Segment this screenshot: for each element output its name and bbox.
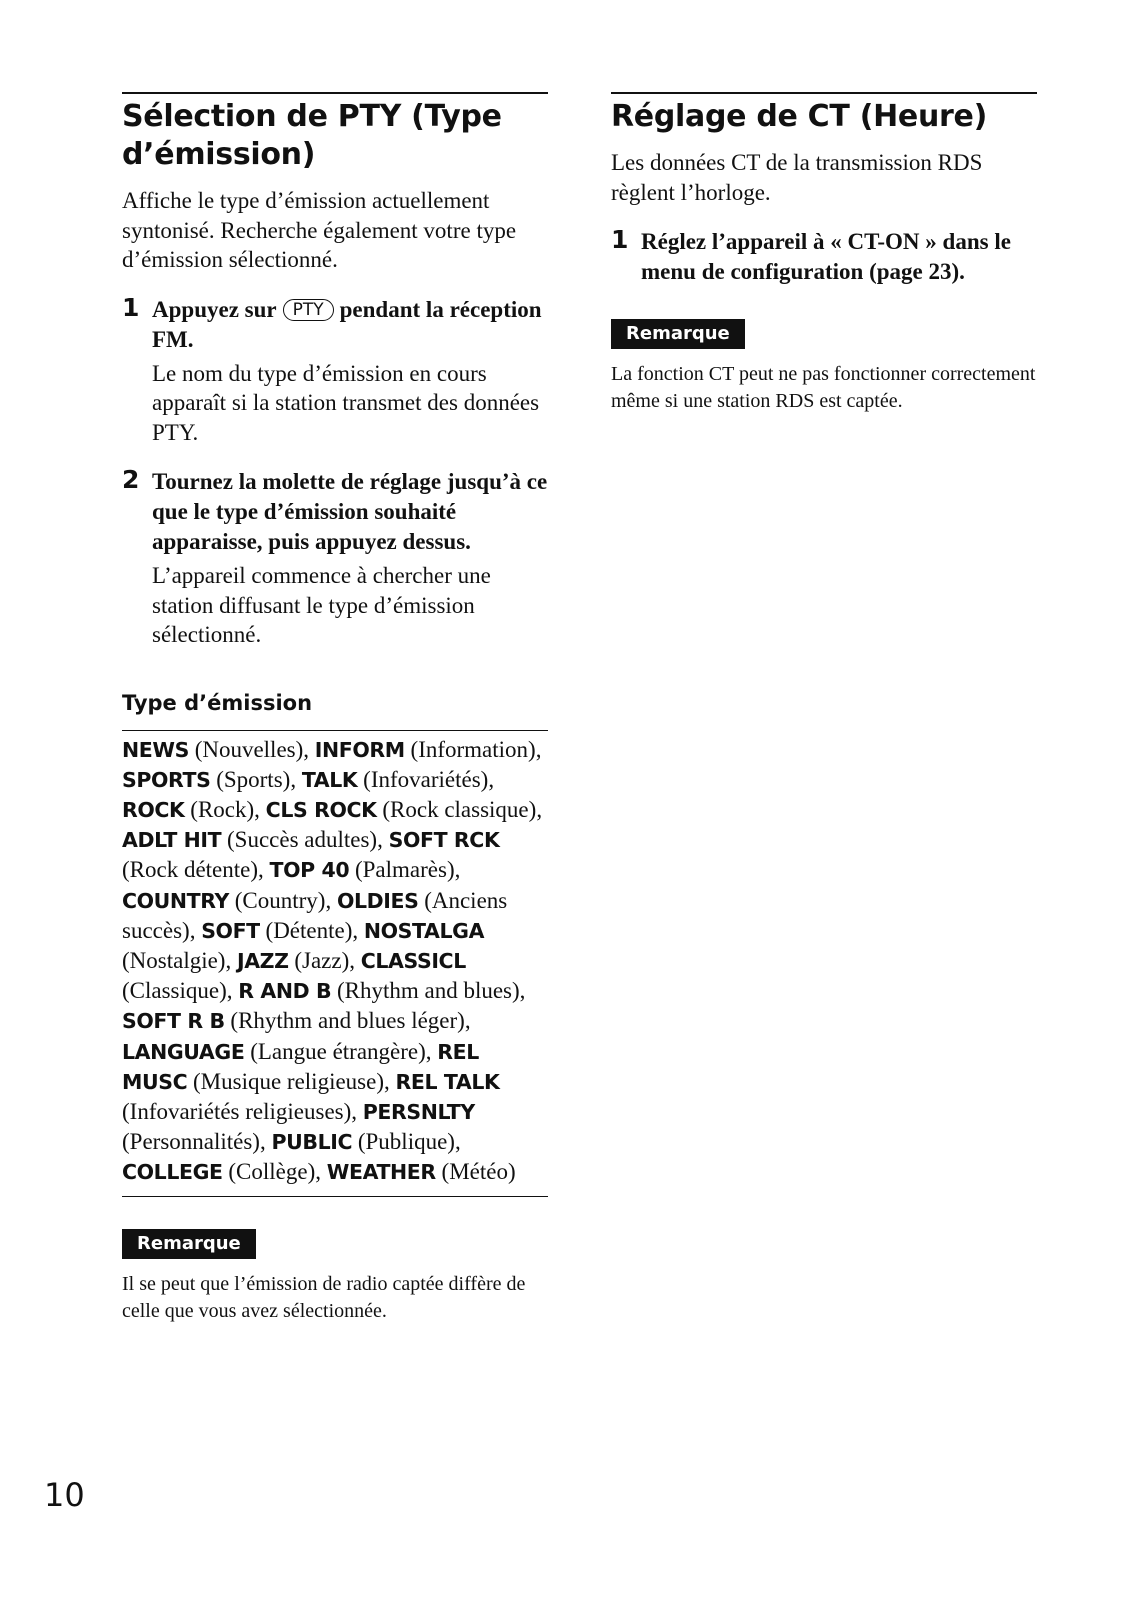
pty-section — [122, 92, 548, 1325]
ct-section — [611, 92, 1037, 415]
program-type-item — [122, 888, 325, 913]
program-type-code: ROCK — [122, 797, 185, 822]
program-type-item — [266, 797, 537, 822]
step-title-after: pendant la réception FM. — [152, 296, 542, 352]
step-title: Tournez la molette de réglage jusqu’à ce que le type d’émission souhaité apparaisse, puis appuyez dessus. — [152, 469, 548, 554]
program-type-description: (Country) — [234, 887, 326, 913]
program-type-item — [122, 797, 254, 822]
program-types-list: NEWS (Nouvelles), INFORM (Information), SPORTS (Sports), TALK (Infovariétés), ROCK (Rock), CLS ROCK (Rock classique), ADLT HIT (Succès adultes), SOFT RCK (Rock détente), TOP 40 (Palmarès), COUNTRY (Country), OLDIES (Anciens succès), SOFT (Détente), NOSTALGA (Nostalgie), JAZZ (Jazz), CLASSICL (Classique), R AND B (Rhythm and blues), SOFT R B (Rhythm and blues léger), LANGUAGE (Langue étrangère), REL MUSC (Musique religieuse), REL TALK (Infovariétés religieuses), PERSNLTY (Personnalités), PUBLIC (Publique), COLLEGE (Collège), WEATHER (Météo) — [122, 730, 548, 1197]
note-text: Il se peut que l’émission de radio captée diffère de celle que vous avez sélectionnée. — [122, 1272, 526, 1322]
program-type-code: COLLEGE — [122, 1160, 223, 1185]
program-type-description: (Musique religieuse) — [193, 1068, 384, 1094]
ct-intro: Les données CT de la transmission RDS règlent l’horloge. — [611, 150, 983, 205]
program-type-description: (Information) — [410, 736, 536, 762]
step-number: 1 — [611, 225, 629, 254]
program-type-code: TALK — [301, 767, 358, 792]
program-type-code: LANGUAGE — [122, 1039, 245, 1064]
program-type-code: SOFT R B — [122, 1009, 225, 1034]
note-label: Remarque — [611, 319, 745, 349]
step-title — [152, 295, 548, 355]
program-type-item — [237, 948, 349, 973]
program-type-code: PUBLIC — [271, 1130, 353, 1155]
program-type-code: WEATHER — [326, 1160, 436, 1185]
program-type-item — [315, 737, 536, 762]
step-text: L’appareil commence à chercher une station diffusant le type d’émission sélectionné. — [152, 563, 491, 647]
program-type-description: (Rock classique) — [382, 796, 537, 822]
program-type-code: COUNTRY — [122, 888, 229, 913]
types-heading: Type d’émission — [122, 690, 313, 715]
program-type-code: SOFT RCK — [388, 828, 500, 853]
program-type-item — [122, 767, 290, 792]
pty-section-title: Sélection de PTY (Type d’émission) — [122, 99, 502, 172]
program-type-description: (Succès adultes) — [227, 827, 378, 853]
program-type-code: R AND B — [238, 979, 332, 1004]
page-number: 10 — [44, 1476, 85, 1514]
note-label: Remarque — [122, 1229, 256, 1259]
program-type-item — [122, 1159, 315, 1184]
step-title: Réglez l’appareil à « CT-ON » dans le menu de configuration (page 23). — [641, 229, 1011, 284]
program-type-description: (Infovariétés) — [363, 766, 489, 792]
program-type-code: INFORM — [314, 737, 405, 762]
program-type-description: (Rock) — [190, 796, 255, 822]
program-type-description: (Classique) — [122, 978, 227, 1004]
step-number: 2 — [122, 465, 140, 494]
program-type-description: (Jazz) — [294, 947, 350, 973]
program-type-code: SOFT — [201, 918, 260, 943]
program-type-description: (Sports) — [216, 766, 291, 792]
note-text: La fonction CT peut ne pas fonctionner correctement même si une station RDS est captée. — [611, 363, 1036, 412]
pty-step-2 — [122, 467, 548, 650]
program-type-description: (Anciens succès) — [122, 887, 508, 943]
pty-step-1 — [122, 292, 548, 448]
step-title-before: Appuyez sur — [152, 296, 277, 322]
ct-step-1 — [611, 227, 1037, 287]
program-type-code: JAZZ — [236, 948, 289, 973]
program-type-description: (Rock détente) — [122, 857, 259, 883]
program-type-description: (Nostalgie) — [122, 947, 226, 973]
program-type-code: NOSTALGA — [363, 918, 485, 943]
step-text: Le nom du type d’émission en cours apparaît si la station transmet des données PTY. — [152, 360, 540, 445]
program-type-item — [238, 978, 519, 1003]
program-type-item — [201, 918, 352, 943]
program-type-description: (Publique) — [357, 1129, 455, 1155]
program-type-item — [122, 827, 377, 852]
program-type-code: REL MUSC — [122, 1039, 479, 1094]
program-type-code: PERSNLTY — [362, 1099, 475, 1124]
program-type-code: TOP 40 — [269, 858, 350, 883]
ct-section-title: Réglage de CT (Heure) — [611, 99, 987, 134]
program-type-code: CLS ROCK — [265, 797, 377, 822]
program-type-description: (Météo) — [441, 1159, 516, 1185]
program-type-item — [327, 1159, 516, 1184]
program-type-description: (Rhythm and blues léger) — [230, 1008, 465, 1034]
program-type-item — [270, 857, 455, 882]
pty-button-icon: PTY — [283, 299, 334, 321]
pty-intro: Affiche le type d’émission actuellement syntonisé. Recherche également votre type d’émission sélectionné. — [122, 188, 517, 272]
program-type-code: OLDIES — [336, 888, 419, 913]
program-type-item — [122, 1008, 465, 1033]
program-type-item — [122, 1039, 426, 1064]
program-type-item — [302, 767, 489, 792]
program-type-description: (Rhythm and blues) — [336, 978, 520, 1004]
program-type-description: (Personnalités) — [122, 1129, 260, 1155]
program-type-code: SPORTS — [122, 767, 211, 792]
program-type-code: ADLT HIT — [122, 828, 222, 853]
program-type-description: (Collège) — [228, 1159, 316, 1185]
program-type-description: (Nouvelles) — [194, 736, 304, 762]
program-type-code: REL TALK — [395, 1069, 500, 1094]
step-number: 1 — [122, 292, 140, 322]
program-type-code: NEWS — [122, 737, 189, 762]
program-type-description: (Palmarès) — [354, 857, 455, 883]
program-type-description: (Infovariétés religieuses) — [122, 1098, 352, 1124]
program-type-item — [271, 1129, 455, 1154]
program-type-description: (Langue étrangère) — [250, 1038, 426, 1064]
program-type-code: CLASSICL — [360, 948, 466, 973]
program-type-item — [122, 737, 303, 762]
program-type-description: (Détente) — [265, 917, 353, 943]
